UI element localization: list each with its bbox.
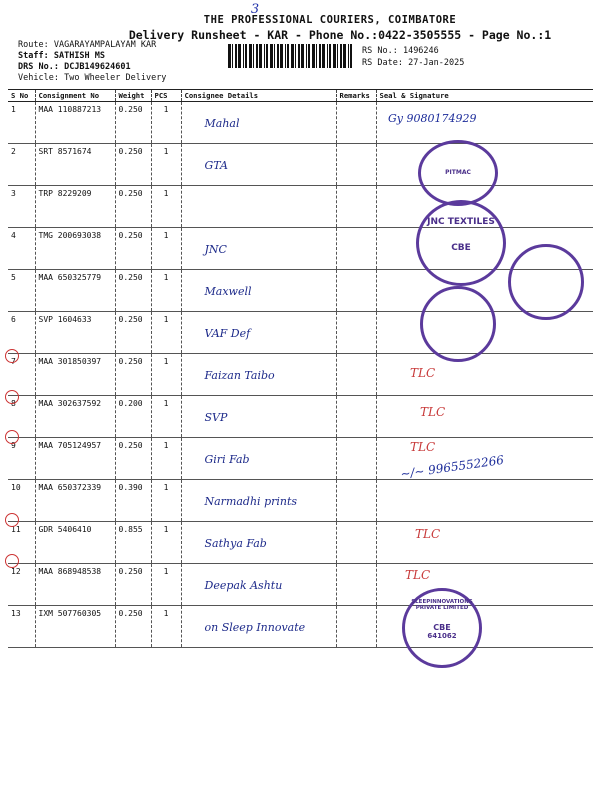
barcode-bar	[322, 44, 325, 68]
remarks-cell	[336, 438, 376, 480]
pcs-cell: 1	[151, 270, 181, 312]
consignee-cell	[181, 102, 336, 144]
consignee-cell	[181, 396, 336, 438]
consignee-handwriting	[185, 189, 333, 201]
barcode-bar	[298, 44, 300, 68]
company-name: THE PROFESSIONAL COURIERS, COIMBATORE	[203, 14, 457, 26]
sno-cell: 4	[8, 228, 35, 270]
consignment-cell: MAA 110887213	[35, 102, 115, 144]
jnc-seal	[416, 200, 506, 286]
consignee-cell	[181, 186, 336, 228]
consignee-handwriting: Narmadhi prints	[204, 495, 298, 508]
consignee-cell	[181, 354, 336, 396]
consignment-cell: GDR 5406410	[35, 522, 115, 564]
consignee-cell	[181, 522, 336, 564]
pcs-cell: 1	[151, 480, 181, 522]
weight-cell: 0.855	[115, 522, 151, 564]
seal-cell	[376, 354, 593, 396]
col-pcs: PCS	[151, 90, 181, 102]
runsheet-table	[8, 89, 593, 648]
consignee-handwriting: Giri Fab	[204, 453, 250, 466]
remarks-cell	[336, 606, 376, 648]
pcs-cell: 1	[151, 438, 181, 480]
remarks-cell	[336, 228, 376, 270]
round-seal-row2: PITMAC	[418, 140, 498, 206]
barcode-bar	[308, 44, 310, 68]
vehicle-label: Vehicle:	[18, 73, 59, 83]
round-seal-row5	[508, 244, 584, 320]
sig10-phone: 9965552266	[427, 452, 505, 478]
weight-cell: 0.250	[115, 312, 151, 354]
consignee-handwriting: JNC	[204, 243, 227, 256]
row-circle-8	[5, 390, 19, 404]
col-consignment: Consignment No	[35, 90, 115, 102]
pcs-cell: 1	[151, 354, 181, 396]
consignment-cell: TRP 8229209	[35, 186, 115, 228]
barcode-bar	[337, 44, 338, 68]
consignee-handwriting: Maxwell	[204, 285, 252, 298]
sleep-seal-city: CBE	[433, 623, 451, 632]
barcode-bar	[232, 44, 233, 68]
tlc-mark-12: TLC	[405, 568, 431, 582]
route-label: Route:	[18, 40, 49, 50]
barcode-bar	[306, 44, 307, 68]
barcode-bar	[329, 44, 331, 68]
table-row	[8, 312, 593, 354]
col-seal: Seal & Signature	[376, 90, 593, 102]
barcode-bar	[312, 44, 315, 68]
weight-cell: 0.250	[115, 102, 151, 144]
drs-line	[18, 62, 131, 72]
barcode-bar	[266, 44, 268, 68]
runsheet-title: Delivery Runsheet - KAR - Phone No.:0422-3505555 - Page No.:1	[128, 28, 552, 42]
col-sno: S No	[8, 90, 35, 102]
table-row	[8, 144, 593, 186]
staff-value: SATHISH MS	[53, 51, 106, 61]
rs-date-line	[362, 58, 464, 68]
consignee-handwriting: VAF Def	[204, 327, 251, 340]
barcode-bar	[343, 44, 346, 68]
sno-cell: 8	[8, 396, 35, 438]
pcs-cell: 1	[151, 144, 181, 186]
barcode-bar	[277, 44, 279, 68]
signature-row10: ~/~ 9965552266	[399, 452, 505, 482]
pcs-cell: 1	[151, 186, 181, 228]
col-consignee: Consignee Details	[181, 90, 336, 102]
barcode-bar	[340, 44, 342, 68]
consignment-cell: MAA 302637592	[35, 396, 115, 438]
drs-value: DCJB149624601	[64, 62, 131, 72]
consignee-cell	[181, 144, 336, 186]
rs-date-label: RS Date:	[362, 58, 403, 68]
vehicle-line	[18, 73, 166, 83]
consignment-cell: TMG 200693038	[35, 228, 115, 270]
consignee-cell	[181, 480, 336, 522]
sno-cell: 1	[8, 102, 35, 144]
barcode-bar	[280, 44, 283, 68]
remarks-cell	[336, 270, 376, 312]
weight-cell: 0.390	[115, 480, 151, 522]
consignee-cell	[181, 564, 336, 606]
consignment-cell: MAA 650325779	[35, 270, 115, 312]
consignment-cell: MAA 301850397	[35, 354, 115, 396]
barcode-bar	[245, 44, 247, 68]
barcode-bar	[228, 44, 231, 68]
barcode-bar	[238, 44, 241, 68]
remarks-cell	[336, 480, 376, 522]
table-row	[8, 606, 593, 648]
weight-cell: 0.250	[115, 354, 151, 396]
table-row	[8, 186, 593, 228]
pcs-cell: 1	[151, 396, 181, 438]
remarks-cell	[336, 396, 376, 438]
weight-cell: 0.250	[115, 606, 151, 648]
rs-no-line	[362, 46, 439, 56]
col-remarks: Remarks	[336, 90, 376, 102]
consignee-handwriting: Mahal	[204, 117, 240, 130]
consignee-handwriting: on Sleep Innovate	[204, 621, 306, 634]
consignee-cell	[181, 228, 336, 270]
consignee-handwriting: Sathya Fab	[204, 537, 267, 550]
staff-label: Staff:	[18, 51, 49, 61]
consignment-cell: SRT 8571674	[35, 144, 115, 186]
sno-cell: 2	[8, 144, 35, 186]
table-row	[8, 396, 593, 438]
row-circle-9	[5, 430, 19, 444]
sleep-seal	[402, 588, 482, 668]
remarks-cell	[336, 564, 376, 606]
barcode-bar	[287, 44, 289, 68]
route-line	[18, 40, 156, 50]
sno-cell: 13	[8, 606, 35, 648]
sig1-phone: 9080174929	[406, 112, 477, 125]
sno-cell: 6	[8, 312, 35, 354]
table-row	[8, 354, 593, 396]
tlc-mark-11: TLC	[415, 527, 441, 541]
weight-cell: 0.250	[115, 144, 151, 186]
consignment-cell: MAA 705124957	[35, 438, 115, 480]
remarks-cell	[336, 354, 376, 396]
barcode-bar	[316, 44, 317, 68]
sno-cell: 11	[8, 522, 35, 564]
table-row	[8, 564, 593, 606]
barcode-bar	[348, 44, 349, 68]
staff-line	[18, 51, 105, 61]
weight-cell: 0.250	[115, 438, 151, 480]
pcs-cell: 1	[151, 522, 181, 564]
sno-cell: 3	[8, 186, 35, 228]
rs-no-value: 1496246	[402, 46, 439, 56]
sno-cell: 10	[8, 480, 35, 522]
consignee-handwriting: Faizan Taibo	[204, 369, 275, 382]
table-row	[8, 480, 593, 522]
consignee-handwriting: Deepak Ashtu	[204, 579, 283, 592]
consignee-cell	[181, 606, 336, 648]
table-row	[8, 522, 593, 564]
sno-cell: 7	[8, 354, 35, 396]
row-circle-11	[5, 513, 19, 527]
remarks-cell	[336, 102, 376, 144]
signature-row1: Gy 9080174929	[388, 112, 477, 125]
weight-cell: 0.250	[115, 270, 151, 312]
sno-cell: 9	[8, 438, 35, 480]
vehicle-value: Two Wheeler Delivery	[64, 73, 167, 83]
barcode-bar	[285, 44, 286, 68]
rs-no-label: RS No.:	[362, 46, 398, 56]
barcode-bar	[327, 44, 328, 68]
sno-cell: 5	[8, 270, 35, 312]
barcode-bar	[256, 44, 258, 68]
sleep-seal-name: SLEEPINNOVATIONS PRIVATE LIMITED	[411, 599, 473, 611]
route-value: VAGARAYAMPALAYAM KAR	[53, 40, 157, 50]
barcode-bar	[259, 44, 262, 68]
tlc-mark-8: TLC	[420, 405, 446, 419]
weight-cell: 0.250	[115, 228, 151, 270]
sleep-seal-pin: 641062	[427, 632, 457, 640]
barcode-bar	[350, 44, 352, 68]
barcode-bar	[301, 44, 304, 68]
table-row	[8, 102, 593, 144]
remarks-cell	[336, 312, 376, 354]
table-header	[8, 90, 593, 102]
barcode	[228, 44, 356, 68]
barcode-bar	[249, 44, 252, 68]
weight-cell: 0.250	[115, 564, 151, 606]
weight-cell: 0.200	[115, 396, 151, 438]
consignee-handwriting: GTA	[204, 159, 228, 172]
round-seal-row6	[420, 286, 496, 362]
weight-cell: 0.250	[115, 186, 151, 228]
remarks-cell	[336, 186, 376, 228]
row-circle-7	[5, 349, 19, 363]
seal-cell	[376, 396, 593, 438]
pcs-cell: 1	[151, 564, 181, 606]
consignee-handwriting: SVP	[204, 411, 228, 424]
pcs-cell: 1	[151, 606, 181, 648]
table-row	[8, 270, 593, 312]
pcs-cell: 1	[151, 312, 181, 354]
barcode-bar	[274, 44, 275, 68]
seal-cell	[376, 480, 593, 522]
jnc-seal-name: JNC TEXTILES	[427, 217, 495, 227]
tlc-mark-9: TLC	[410, 440, 436, 454]
pcs-cell: 1	[151, 102, 181, 144]
consignment-cell: SVP 1604633	[35, 312, 115, 354]
drs-label: DRS No.:	[18, 62, 59, 72]
row-circle-12	[5, 554, 19, 568]
seal-cell	[376, 522, 593, 564]
page-mark: 3	[250, 2, 260, 17]
barcode-bar	[291, 44, 294, 68]
consignee-cell	[181, 438, 336, 480]
consignment-cell: MAA 650372339	[35, 480, 115, 522]
barcode-bar	[270, 44, 273, 68]
remarks-cell	[336, 144, 376, 186]
col-weight: Weight	[115, 90, 151, 102]
barcode-bar	[319, 44, 321, 68]
barcode-bar	[253, 44, 254, 68]
consignment-cell: MAA 868948538	[35, 564, 115, 606]
barcode-bar	[333, 44, 336, 68]
consignee-cell	[181, 312, 336, 354]
barcode-bar	[264, 44, 265, 68]
consignment-cell: IXM 507760305	[35, 606, 115, 648]
tlc-mark-7: TLC	[410, 366, 436, 380]
pcs-cell: 1	[151, 228, 181, 270]
rs-date-value: 27-Jan-2025	[408, 58, 465, 68]
jnc-seal-city: CBE	[451, 243, 471, 253]
barcode-bar	[295, 44, 296, 68]
sno-cell: 12	[8, 564, 35, 606]
barcode-bar	[243, 44, 244, 68]
consignee-cell	[181, 270, 336, 312]
table-row	[8, 438, 593, 480]
barcode-bar	[235, 44, 237, 68]
remarks-cell	[336, 522, 376, 564]
